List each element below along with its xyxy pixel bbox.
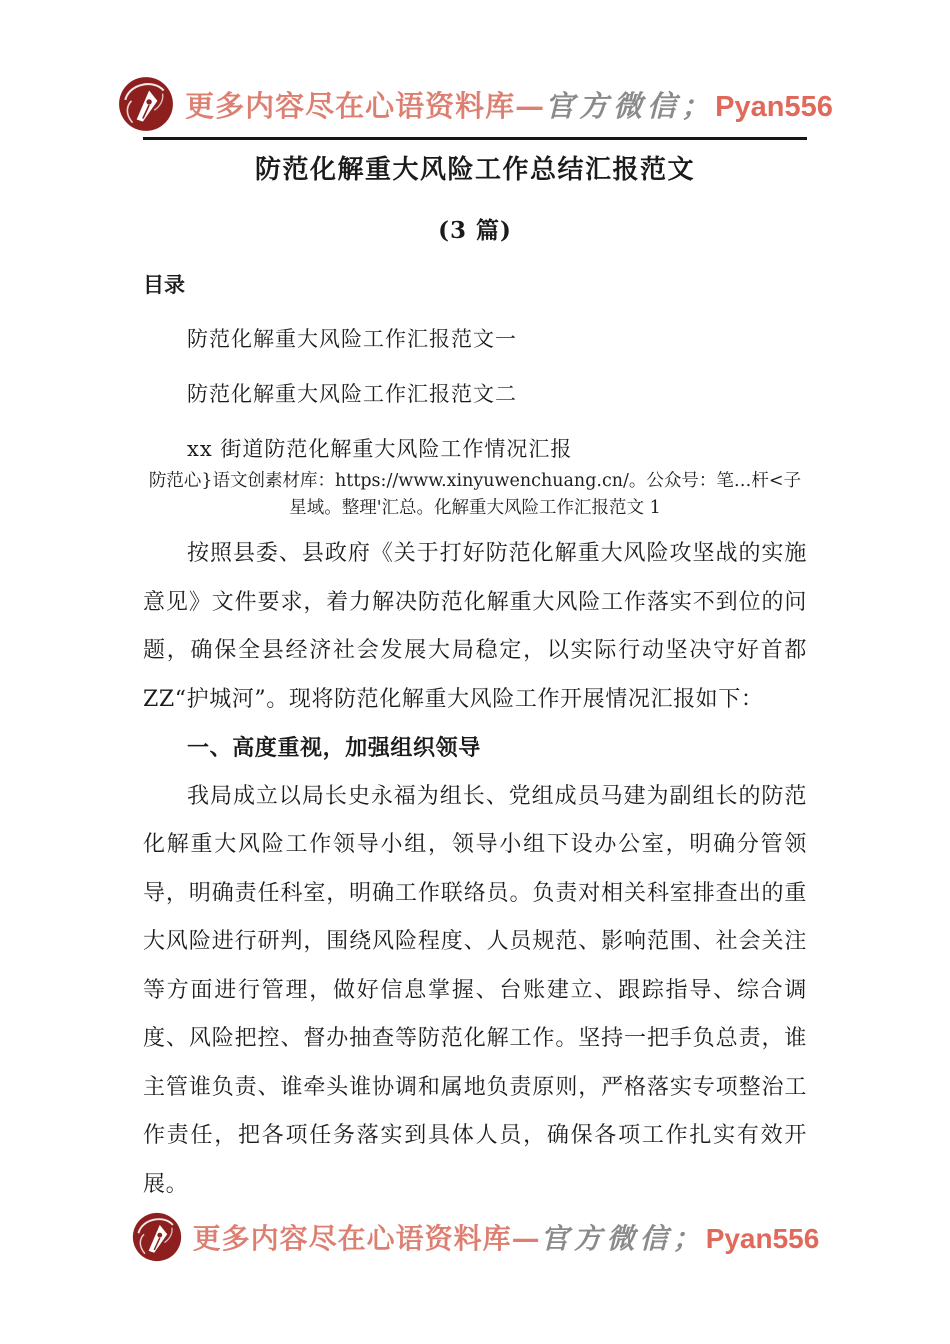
- footer-banner: [0, 1202, 950, 1272]
- header-banner-text: [185, 84, 833, 125]
- banner-wechat-label: 官方微信；: [540, 1222, 706, 1255]
- pen-logo-icon: [117, 75, 175, 133]
- toc-item-2: 防范化解重大风险工作汇报范文二: [187, 382, 517, 406]
- banner-wechat-id: Pyan556: [705, 1223, 820, 1254]
- banner-slogan: 更多内容尽在心语资料库—: [185, 88, 546, 123]
- paragraph-1: 按照县委、县政府《关于打好防范化解重大风险攻坚战的实施意见》文件要求，着力解决防范化解重大风险工作落实不到位的问题，确保全县经济社会发展大局稳定，以实际行动坚决守好首都ZZ“护城河”。现将防范化解重大风险工作开展情况汇报如下：: [143, 541, 807, 712]
- banner-wechat-label: 官方微信；: [545, 88, 716, 123]
- source-note: [143, 468, 807, 522]
- source-note-line-1: 防范心}语文创素材库：https://www.xinyuwenchuang.cn/。公众号：笔…杆<子: [148, 471, 802, 491]
- toc-item-1: 防范化解重大风险工作汇报范文一: [187, 327, 517, 351]
- document-content: [143, 150, 807, 1209]
- document-title: 防范化解重大风险工作总结汇报范文: [254, 155, 695, 185]
- header-banner: [0, 66, 950, 142]
- header-divider: [143, 137, 807, 140]
- banner-wechat-id: Pyan556: [715, 90, 833, 123]
- toc-heading: 目录: [143, 272, 185, 297]
- section-heading-1: 一、高度重视，加强组织领导: [187, 735, 481, 761]
- document-subtitle: (3 篇): [438, 217, 512, 244]
- banner-slogan: 更多内容尽在心语资料库—: [192, 1222, 541, 1255]
- source-note-line-2: 星域。整理'汇总。化解重大风险工作汇报范文 1: [289, 498, 661, 518]
- pen-logo-icon: [131, 1211, 183, 1263]
- paragraph-2: 我局成立以局长史永福为组长、党组成员马建为副组长的防范化解重大风险工作领导小组，领导小组下设办公室，明确分管领导，明确责任科室，明确工作联络员。负责对相关科室排查出的重大风险进行研判，围绕风险程度、人员规范、影响范围、社会关注等方面进行管理，做好信息掌握、台账建立、跟踪指导、综合调度、风险把控、督办抽查等防范化解工作。坚持一把手负总责，谁主管谁负责、谁牵头谁协调和属地负责原则，严格落实专项整治工作责任，把各项任务落实到具体人员，确保各项工作扎实有效开展。: [143, 783, 807, 1197]
- footer-banner-text: [193, 1217, 820, 1257]
- toc-item-3: xx 街道防范化解重大风险工作情况汇报: [187, 437, 573, 461]
